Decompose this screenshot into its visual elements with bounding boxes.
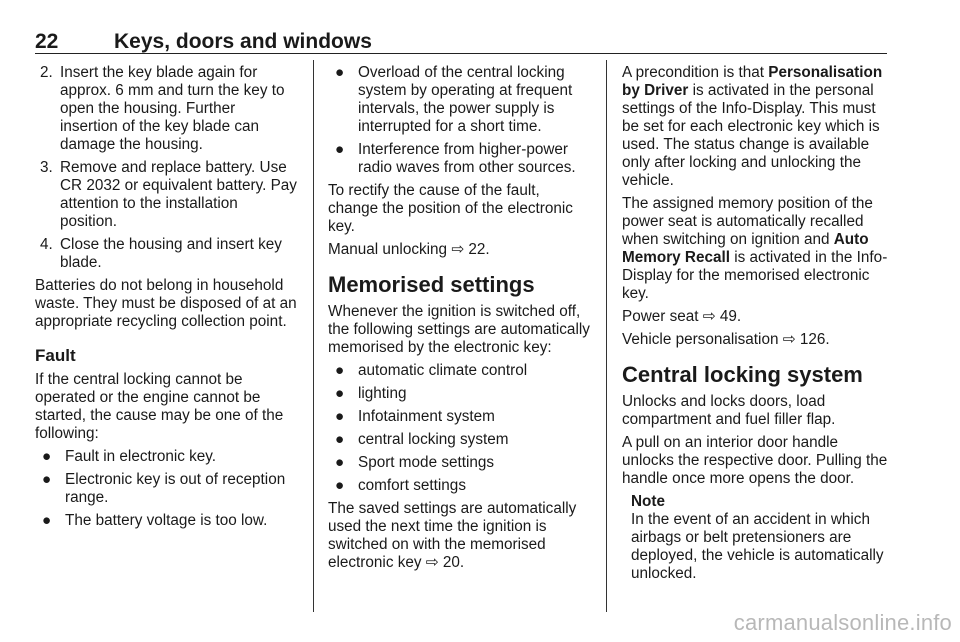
menu-option-personalisation: Personalisation by Driver (622, 64, 883, 99)
memorised-settings-list (328, 362, 590, 495)
note-text: In the event of an accident in which airbags or belt pretensioners are deployed, the vehicle is automatically unlocked. (631, 511, 884, 582)
central-locking-text-2: A pull on an interior door handle unlocks the respective door. Pulling the handle once more opens the door. (622, 434, 888, 487)
list-item: ● Fault in electronic key. (42, 448, 217, 465)
bullet-icon: ● (42, 512, 52, 529)
bullet-icon: ● (42, 448, 52, 465)
page-link[interactable]: 126. (799, 331, 830, 348)
fault-list-continued (328, 64, 590, 177)
fault-list (35, 448, 297, 530)
memorised-intro: Whenever the ignition is switched off, the following settings are automatically memorised by the electronic key: (328, 303, 590, 356)
battery-disposal-text: Batteries do not belong in household waste. They must be disposed of at an appropriate recycling collection point. (35, 277, 297, 330)
memory-position-text: The assigned memory position of the power seat is automatically recalled when switching on ignition and Auto Memory Recall is activated in the Info-Display for the memorised electronic key. (622, 195, 888, 302)
bullet-icon: ● (335, 454, 345, 471)
list-item: ● comfort settings (335, 477, 466, 494)
bullet-icon: ● (42, 471, 52, 488)
list-item: 4. Close the housing and insert key blade. (40, 236, 282, 271)
list-item: ● Electronic key is out of reception range. (42, 471, 286, 506)
list-item: ● central locking system (335, 431, 509, 448)
chapter-title: Keys, doors and windows (114, 30, 372, 53)
menu-option-auto-memory-recall: Auto Memory Recall (622, 231, 869, 266)
vehicle-personalisation-ref: Vehicle personalisation ⇨ 126. (622, 331, 830, 348)
power-seat-ref: Power seat ⇨ 49. (622, 308, 742, 325)
reference-arrow-icon: ⇨ (425, 554, 439, 571)
fault-heading: Fault (35, 346, 76, 365)
list-item: 2. Insert the key blade again for approx. 6 mm and turn the key to open the housing. Further insertion of the key blade can damage the housing. (40, 64, 285, 153)
bullet-icon: ● (335, 431, 345, 448)
page-number: 22 (35, 30, 59, 53)
list-item: ● lighting (335, 385, 407, 402)
reference-arrow-icon: ⇨ (782, 331, 796, 348)
column-divider-1 (313, 60, 314, 612)
header-divider (35, 53, 887, 54)
memorised-settings-heading: Memorised settings (328, 272, 535, 297)
note-title: Note (631, 493, 665, 510)
reference-arrow-icon: ⇨ (451, 241, 465, 258)
list-item: ● automatic climate control (335, 362, 528, 379)
fault-intro: If the central locking cannot be operated or the engine cannot be started, the cause may be one of the following: (35, 371, 284, 442)
page-link[interactable]: 20. (442, 554, 465, 571)
bullet-icon: ● (335, 362, 345, 379)
note-box (622, 493, 888, 583)
list-item: 3. Remove and replace battery. Use CR 2032 or equivalent battery. Pay attention to the installation position. (40, 159, 297, 230)
bullet-icon: ● (335, 385, 345, 402)
list-item: ● Interference from higher-power radio waves from other sources. (335, 141, 576, 176)
central-locking-text-1: Unlocks and locks doors, load compartment and fuel filler flap. (622, 393, 836, 428)
bullet-icon: ● (335, 408, 345, 425)
column-divider-2 (606, 60, 607, 612)
reference-arrow-icon: ⇨ (702, 308, 716, 325)
page-link[interactable]: 22. (468, 241, 490, 258)
column-3 (622, 64, 888, 583)
rectify-text: To rectify the cause of the fault, change the position of the electronic key. (328, 182, 573, 235)
bullet-icon: ● (335, 477, 345, 494)
battery-steps-list (35, 64, 297, 272)
list-item: ● Sport mode settings (335, 454, 495, 471)
column-1 (35, 64, 297, 535)
central-locking-heading: Central locking system (622, 362, 863, 387)
page-link[interactable]: 49. (719, 308, 742, 325)
precondition-text: A precondition is that Personalisation by Driver is activated in the personal settings of the Info-Display. This must be set for each electronic key which is used. The status change is available only after locking and unlocking the vehicle. (622, 64, 883, 189)
list-item: ● The battery voltage is too low. (42, 512, 268, 529)
list-item: ● Infotainment system (335, 408, 495, 425)
watermark: carmanualsonline.info (733, 610, 952, 635)
page-header (35, 30, 887, 52)
manual-unlocking-ref: Manual unlocking ⇨ 22. (328, 241, 490, 258)
column-2 (328, 64, 590, 577)
list-item: ● Overload of the central locking system by operating at frequent intervals, the power supply is interrupted for a short time. (335, 64, 573, 135)
bullet-icon: ● (335, 64, 345, 81)
saved-settings-text: The saved settings are automatically used the next time the ignition is switched on with the memorised electronic key ⇨ 20. (328, 500, 577, 571)
bullet-icon: ● (335, 141, 345, 158)
